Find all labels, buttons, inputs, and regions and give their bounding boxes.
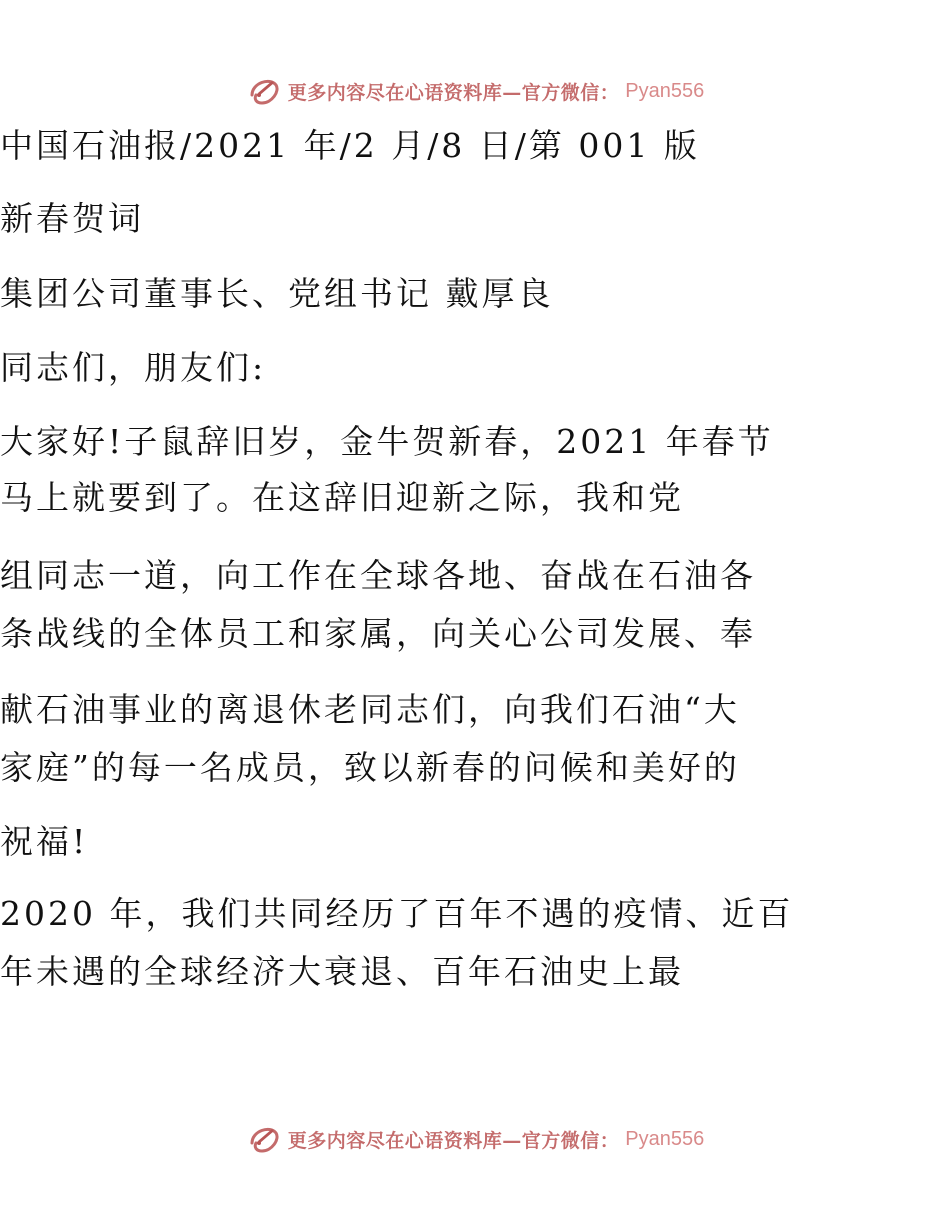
doc-line-greeting: 同志们，朋友们: [0, 348, 267, 387]
doc-line-paragraph: 条战线的全体员工和家属，向关心公司发展、奉 [0, 614, 756, 653]
watermark-wechat-id: Pyan556 [625, 1127, 705, 1150]
header-watermark [0, 69, 950, 113]
doc-line-paragraph: 年未遇的全球经济大衰退、百年石油史上最 [0, 952, 684, 991]
doc-line-paragraph: 家庭”的每一名成员，致以新春的问候和美好的 [0, 748, 740, 787]
footer-watermark [0, 1117, 950, 1161]
doc-line-title: 新春贺词 [0, 199, 144, 238]
watermark-chinese-text: 更多内容尽在心语资料库—官方微信： [287, 1129, 620, 1152]
doc-line-paragraph: 组同志一道，向工作在全球各地、奋战在石油各 [0, 556, 756, 595]
pen-swirl-logo-icon [246, 1121, 282, 1157]
doc-line-paragraph: 献石油事业的离退休老同志们，向我们石油“大 [0, 690, 740, 729]
pen-swirl-logo-icon [246, 73, 282, 109]
doc-line-paragraph: 马上就要到了。在这辞旧迎新之际，我和党 [0, 478, 684, 517]
doc-line-paragraph: 大家好!子鼠辞旧岁，金牛贺新春，2021 年春节 [0, 422, 774, 461]
doc-line-paragraph: 祝福! [0, 822, 89, 861]
watermark-chinese-text: 更多内容尽在心语资料库—官方微信： [287, 81, 620, 104]
doc-line-author: 集团公司董事长、党组书记 戴厚良 [0, 274, 554, 313]
doc-line-source: 中国石油报/2021 年/2 月/8 日/第 001 版 [0, 126, 700, 165]
watermark-wechat-id: Pyan556 [625, 79, 705, 102]
doc-line-paragraph: 2020 年，我们共同经历了百年不遇的疫情、近百 [0, 894, 794, 933]
